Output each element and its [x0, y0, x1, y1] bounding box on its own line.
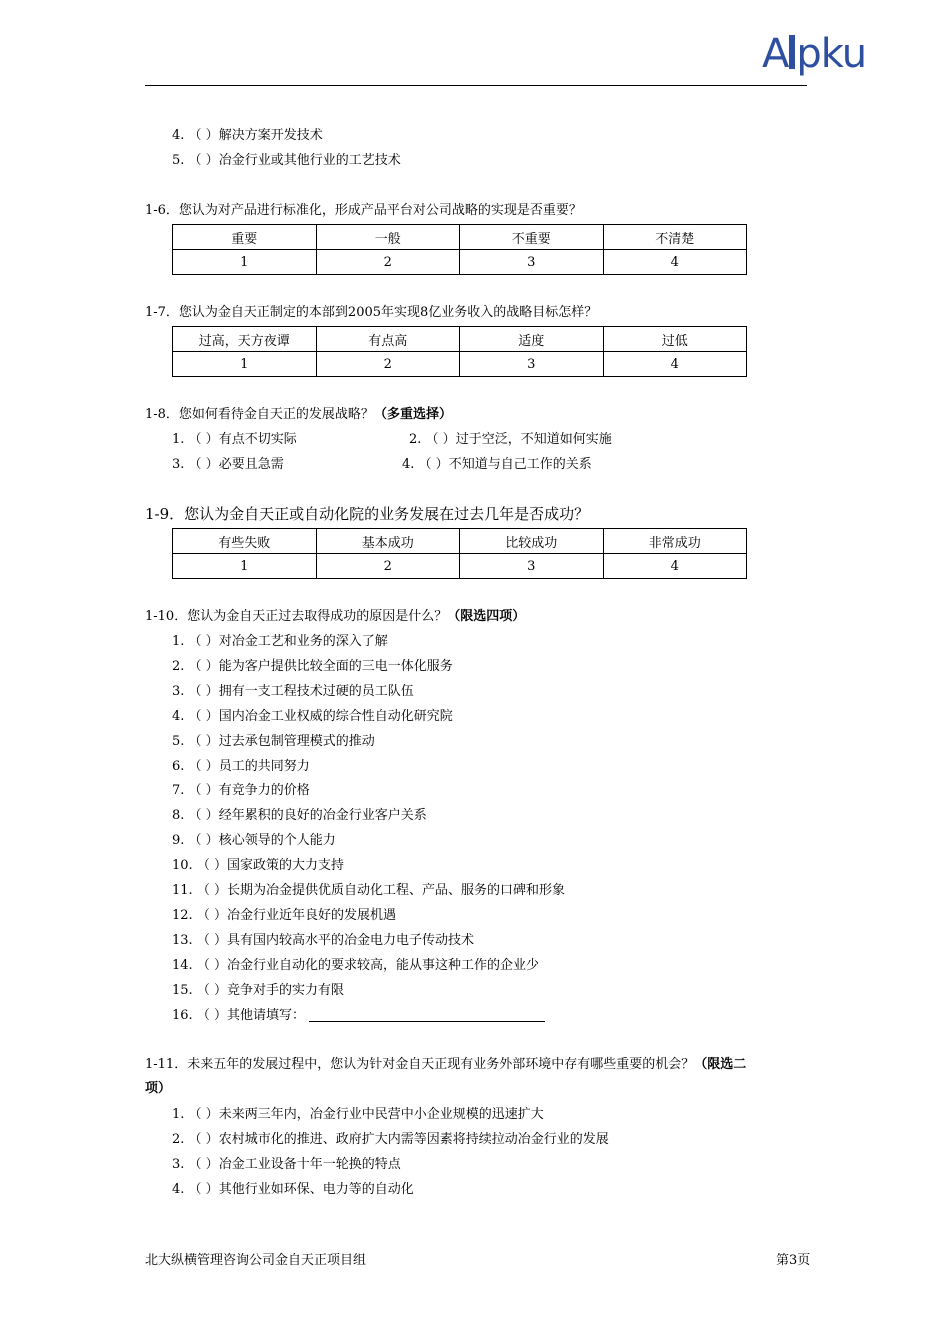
table-header-cell: 基本成功: [316, 529, 460, 554]
list-item: 16. （ ）其他请填写：: [172, 1007, 545, 1025]
table-header-cell: 不清楚: [603, 225, 747, 250]
question-1-11-title-cont: 项）: [145, 1081, 172, 1096]
table-header-cell: 有点高: [316, 327, 460, 352]
list-item: 1. （ ）对冶金工艺和业务的深入了解: [172, 634, 388, 649]
list-item: 15. （ ）竞争对手的实力有限: [172, 983, 344, 998]
list-item: 4. （ ）解决方案开发技术: [172, 128, 323, 143]
list-item: 2. （ ）过于空泛，不知道如何实施: [409, 432, 612, 447]
company-logo: A pku: [762, 31, 867, 77]
list-item: 4. （ ）国内冶金工业权威的综合性自动化研究院: [172, 709, 453, 724]
question-1-9-table: [172, 528, 747, 579]
list-item: 7. （ ）有竞争力的价格: [172, 783, 310, 798]
list-item: 3. （ ）拥有一支工程技术过硬的员工队伍: [172, 684, 414, 699]
table-header-cell: 过低: [603, 327, 747, 352]
table-value-cell[interactable]: 1: [173, 554, 317, 579]
table-value-cell[interactable]: 4: [603, 554, 747, 579]
footer-company: 北大纵横管理咨询公司金自天正项目组: [145, 1253, 367, 1268]
list-item: 4. （ ）不知道与自己工作的关系: [402, 457, 592, 472]
list-item: 1. （ ）有点不切实际: [172, 432, 297, 447]
question-1-9-title: 1-9．您认为金自天正或自动化院的业务发展在过去几年是否成功？: [145, 505, 590, 523]
table-header-cell: 非常成功: [603, 529, 747, 554]
question-1-6-table: [172, 224, 747, 275]
table-value-cell[interactable]: 3: [460, 554, 604, 579]
list-item: 13. （ ）具有国内较高水平的冶金电力电子传动技术: [172, 933, 474, 948]
table-header-cell: 适度: [460, 327, 604, 352]
question-1-11-title: 1-11．未来五年的发展过程中，您认为针对金自天正现有业务外部环境中存有哪些重要的机会？（限选二: [145, 1057, 747, 1072]
list-item: 2. （ ）能为客户提供比较全面的三电一体化服务: [172, 659, 453, 674]
table-header-cell: 重要: [173, 225, 317, 250]
list-item: 5. （ ）过去承包制管理模式的推动: [172, 734, 375, 749]
header-divider: [145, 85, 807, 86]
question-1-6-title: 1-6．您认为对产品进行标准化，形成产品平台对公司战略的实现是否重要？: [145, 203, 582, 218]
table-value-cell[interactable]: 1: [173, 250, 317, 275]
table-header-cell: 有些失败: [173, 529, 317, 554]
table-value-cell[interactable]: 2: [316, 250, 460, 275]
table-header-cell: 比较成功: [460, 529, 604, 554]
list-item: 8. （ ）经年累积的良好的冶金行业客户关系: [172, 808, 427, 823]
list-item: 10. （ ）国家政策的大力支持: [172, 858, 344, 873]
table-header-cell: 不重要: [460, 225, 604, 250]
list-item: 4. （ ）其他行业如环保、电力等的自动化: [172, 1182, 414, 1197]
page-number: 第3页: [776, 1253, 811, 1268]
table-value-cell[interactable]: 1: [173, 352, 317, 377]
table-header-cell: 过高，天方夜谭: [173, 327, 317, 352]
table-value-cell[interactable]: 4: [603, 352, 747, 377]
list-item: 2. （ ）农村城市化的推进、政府扩大内需等因素将持续拉动冶金行业的发展: [172, 1132, 609, 1147]
table-value-cell[interactable]: 3: [460, 352, 604, 377]
list-item: 1. （ ）未来两三年内，冶金行业中民营中小企业规模的迅速扩大: [172, 1107, 544, 1122]
list-item: 14. （ ）冶金行业自动化的要求较高，能从事这种工作的企业少: [172, 958, 539, 973]
list-item: 5. （ ）冶金行业或其他行业的工艺技术: [172, 153, 401, 168]
table-value-cell[interactable]: 3: [460, 250, 604, 275]
question-1-7-table: [172, 326, 747, 377]
list-item: 3. （ ）必要且急需: [172, 457, 284, 472]
question-1-10-title: 1-10．您认为金自天正过去取得成功的原因是什么？（限选四项）: [145, 609, 526, 624]
table-header-cell: 一般: [316, 225, 460, 250]
list-item: 12. （ ）冶金行业近年良好的发展机遇: [172, 908, 396, 923]
list-item: 11. （ ）长期为冶金提供优质自动化工程、产品、服务的口碑和形象: [172, 883, 565, 898]
list-item: 6. （ ）员工的共同努力: [172, 759, 310, 774]
table-value-cell[interactable]: 2: [316, 352, 460, 377]
table-value-cell[interactable]: 4: [603, 250, 747, 275]
question-1-7-title: 1-7．您认为金自天正制定的本部到2005年实现8亿业务收入的战略目标怎样？: [145, 305, 598, 320]
fill-in-blank[interactable]: [309, 1008, 545, 1022]
table-value-cell[interactable]: 2: [316, 554, 460, 579]
list-item: 3. （ ）冶金工业设备十年一轮换的特点: [172, 1157, 401, 1172]
list-item: 9. （ ）核心领导的个人能力: [172, 833, 336, 848]
question-1-8-title: 1-8．您如何看待金自天正的发展战略？（多重选择）: [145, 407, 452, 422]
